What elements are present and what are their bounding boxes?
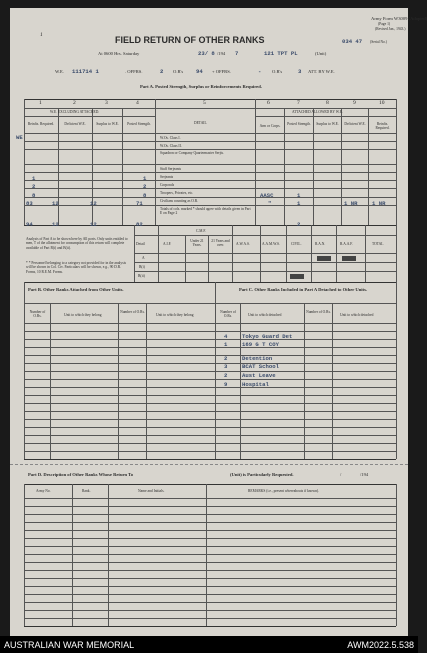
perforation-line bbox=[10, 464, 408, 465]
ors-label: O.R's bbox=[173, 69, 184, 74]
date-value: 23/ 8 bbox=[198, 50, 215, 57]
part-c-head: Number of O.Rs. bbox=[306, 310, 331, 314]
part-b-head: Unit to which they belong bbox=[64, 313, 102, 317]
analysis-head: R.A.N. bbox=[315, 242, 326, 246]
we-excluding-heading: W.E. EXCLUDING ATTACHED. bbox=[50, 110, 100, 114]
analysis-head: A.I.F. bbox=[163, 242, 172, 246]
typed-total: 94 bbox=[26, 221, 33, 228]
detail-row: W.Os. Class II. bbox=[160, 144, 182, 148]
typed-total: 82 bbox=[136, 221, 143, 228]
serial-label: (Serial No.) bbox=[370, 40, 387, 44]
part-c-unit: Tokyo Guard Det bbox=[242, 333, 293, 340]
part-c-head: Number of O.Rs. bbox=[220, 310, 236, 318]
typed-cell: " bbox=[268, 200, 272, 207]
ors-plus-label: O.R's bbox=[272, 69, 283, 74]
part-c-number: 9 bbox=[224, 381, 228, 388]
typed-cell: 1 bbox=[143, 175, 147, 182]
analysis-note: Analysis of Part A to be shown here by All ports. Only units entitled to men, T of the allotment for consumption of this return will complete available of Part B(i) and B(ii). bbox=[26, 237, 128, 250]
col-number: 8 bbox=[326, 100, 329, 106]
stamp-mark: 1 bbox=[40, 32, 43, 38]
we-label: W.E. bbox=[55, 69, 65, 74]
form-sheet bbox=[10, 8, 427, 636]
part-c-number: 3 bbox=[224, 363, 228, 370]
redaction-block bbox=[317, 256, 331, 261]
analysis-note-2: * * Personnel belonging to a category not provided for in the analysis will be shown in Col. Civ. Particulars will be shown, e.g., 90 D.R. Forms, 10 R.E.M. Forms. bbox=[26, 261, 127, 274]
part-a-title: Part A. Posted Strength, Surplus or Reinforcements Required. bbox=[140, 84, 262, 89]
analysis-row-label: A bbox=[142, 256, 145, 260]
col-number: 2 bbox=[73, 100, 76, 106]
part-d-head: Name and Initials. bbox=[138, 489, 165, 493]
redaction-block bbox=[342, 256, 356, 261]
ors-plus-value: 3 bbox=[298, 68, 302, 75]
typed-cell: 2 bbox=[32, 183, 36, 190]
redaction-block bbox=[290, 274, 304, 279]
detail-row: Squadron or Company Quartermaster Serjts. bbox=[160, 151, 224, 155]
head-surplus: Surplus to W.E. bbox=[96, 122, 119, 126]
analysis-head: Detail bbox=[136, 242, 145, 246]
typed-cell: 1 bbox=[297, 192, 301, 199]
typed-total: 12 bbox=[90, 221, 97, 228]
serial-value: 034 47 bbox=[342, 38, 363, 45]
offrs-label: . OFFRS. bbox=[125, 69, 143, 74]
head-arm: Arm or Corps. bbox=[259, 124, 281, 128]
analysis-head: 21 Years and over. bbox=[211, 239, 230, 247]
analysis-head: A.A.M.W.S. bbox=[262, 242, 280, 246]
detail-row: Serjeants bbox=[160, 175, 174, 179]
head-deficient-right: Deficient W.E. bbox=[344, 122, 366, 126]
part-c-number: 4 bbox=[224, 333, 228, 340]
part-b-title: Part B. Other Ranks Attached from Other Units. bbox=[28, 287, 124, 292]
typed-cell: 8 bbox=[143, 192, 147, 199]
part-c-number: 1 bbox=[224, 341, 228, 348]
analysis-head: TOTAL bbox=[372, 242, 384, 246]
typed-cell: 12 bbox=[90, 200, 97, 207]
head-posted-right: Posted Strength. bbox=[287, 122, 311, 126]
part-d-head: Army No. bbox=[36, 489, 51, 493]
part-d-date-slash: / bbox=[340, 472, 342, 477]
part-d-title: Part D. Description of Other Ranks Whose Return To bbox=[28, 472, 134, 477]
offrs-plus-label: + OFFRS. bbox=[212, 69, 231, 74]
analysis-head: A.W.A.S. bbox=[236, 242, 250, 246]
col-number: 3 bbox=[105, 100, 108, 106]
footer-accession: AWM2022.5.538 bbox=[347, 640, 414, 650]
footer-institution: AUSTRALIAN WAR MEMORIAL bbox=[4, 640, 135, 650]
head-surplus-right: Surplus to W.E. bbox=[316, 122, 339, 126]
part-c-unit: Detention bbox=[242, 355, 273, 362]
typed-we-mark: WE bbox=[16, 134, 23, 141]
offrs-plus-value: - bbox=[258, 68, 262, 75]
typed-cell: 1 bbox=[297, 200, 301, 207]
part-b-head: Number of O.Rs. bbox=[120, 310, 145, 314]
typed-cell: AASC bbox=[260, 192, 274, 199]
part-c-head: Unit to which detached bbox=[340, 313, 374, 317]
part-b-head: Unit to which they belong bbox=[156, 313, 194, 317]
typed-cell: 1 NR bbox=[372, 200, 386, 207]
detail-row: Totals of cols. marked * should agree with details given in Part E on Page 2 bbox=[160, 207, 251, 215]
detail-row: Corporals bbox=[160, 183, 175, 187]
revised-label: (Revised Jan., 1943.) bbox=[375, 27, 406, 31]
at-line-label: At 0600 Hrs. Saturday bbox=[98, 51, 140, 56]
col-number: 5 bbox=[203, 100, 206, 106]
att-label: ATT. BY W.E. bbox=[308, 69, 335, 74]
offrs-value: 2 bbox=[160, 68, 164, 75]
page-label: (Page 1) bbox=[378, 22, 391, 26]
archive-footer bbox=[0, 636, 418, 653]
part-d-head: REMARKS (i.e., present whereabouts if known). bbox=[248, 489, 319, 493]
part-c-number: 2 bbox=[224, 355, 228, 362]
head-posted: Posted Strength. bbox=[127, 122, 151, 126]
col-number: 1 bbox=[39, 100, 42, 106]
head-deficient: Deficient W.E. bbox=[64, 122, 86, 126]
typed-cell: 1 bbox=[32, 175, 36, 182]
part-c-number: 2 bbox=[224, 372, 228, 379]
year-prefix: /194 bbox=[217, 51, 226, 56]
ors-value: 94 bbox=[196, 68, 203, 75]
detail-heading: DETAIL bbox=[194, 121, 207, 125]
analysis-head: CIVIL. bbox=[291, 242, 302, 246]
attached-allowed-heading: ATTACHED ALLOWED BY W.E. bbox=[292, 110, 343, 114]
part-c-unit: Hospital bbox=[242, 381, 269, 388]
detail-row: Civilians counting as O.R. bbox=[160, 199, 199, 203]
head-reinfts: Reinfts. Required. bbox=[27, 122, 55, 126]
typed-cell: 2 bbox=[143, 183, 147, 190]
part-c-unit: BCAT School bbox=[242, 363, 279, 370]
typed-cell: 71 bbox=[136, 200, 143, 207]
typed-total: 12 bbox=[52, 221, 59, 228]
part-c-title: Part C. Other Ranks Included in Part A Detached to Other Units. bbox=[238, 287, 368, 292]
analysis-row-label: B(ii) bbox=[138, 274, 145, 278]
we-value: 111714 1 bbox=[72, 68, 99, 75]
col-number: 7 bbox=[297, 100, 300, 106]
typed-total: 2 bbox=[297, 221, 301, 228]
part-d-unit-label: (Unit) is Particularly Requested. bbox=[230, 472, 294, 477]
unit-value: 121 TPT PL bbox=[264, 50, 298, 57]
col-number: 4 bbox=[136, 100, 139, 106]
typed-cell: 1 NR bbox=[344, 200, 358, 207]
detail-row: Staff Serjeants bbox=[160, 167, 181, 171]
part-c-unit: Aust Leave bbox=[242, 372, 276, 379]
part-d-year: /194 bbox=[360, 472, 369, 477]
analysis-head: C.M.F. bbox=[196, 229, 206, 233]
part-c-head: Unit to which detached bbox=[248, 313, 282, 317]
year-digit: 7 bbox=[235, 50, 239, 57]
typed-cell: 12 bbox=[52, 200, 59, 207]
typed-cell: 8 bbox=[32, 192, 36, 199]
part-b-head: Number of O.Rs. bbox=[29, 310, 46, 318]
analysis-head: R.A.A.F. bbox=[340, 242, 353, 246]
typed-cell: 83 bbox=[26, 200, 33, 207]
analysis-head: Under 21 Years. bbox=[190, 239, 204, 247]
detail-row: Troopers, Privates, etc. bbox=[160, 191, 194, 195]
part-c-unit: 169 G T COY bbox=[242, 341, 279, 348]
col-number: 10 bbox=[379, 100, 385, 106]
analysis-row-label: B(i) bbox=[139, 265, 145, 269]
army-form-label: Army Form W3009 (Adapted) bbox=[371, 16, 427, 21]
form-title: FIELD RETURN OF OTHER RANKS bbox=[115, 35, 265, 45]
unit-label: (Unit) bbox=[315, 51, 327, 56]
col-number: 9 bbox=[353, 100, 356, 106]
head-reinfts-right: Reinfts. Required. bbox=[375, 122, 390, 130]
detail-row: W.Os. Class I. bbox=[160, 136, 181, 140]
col-number: 6 bbox=[267, 100, 270, 106]
part-d-head: Rank. bbox=[82, 489, 91, 493]
